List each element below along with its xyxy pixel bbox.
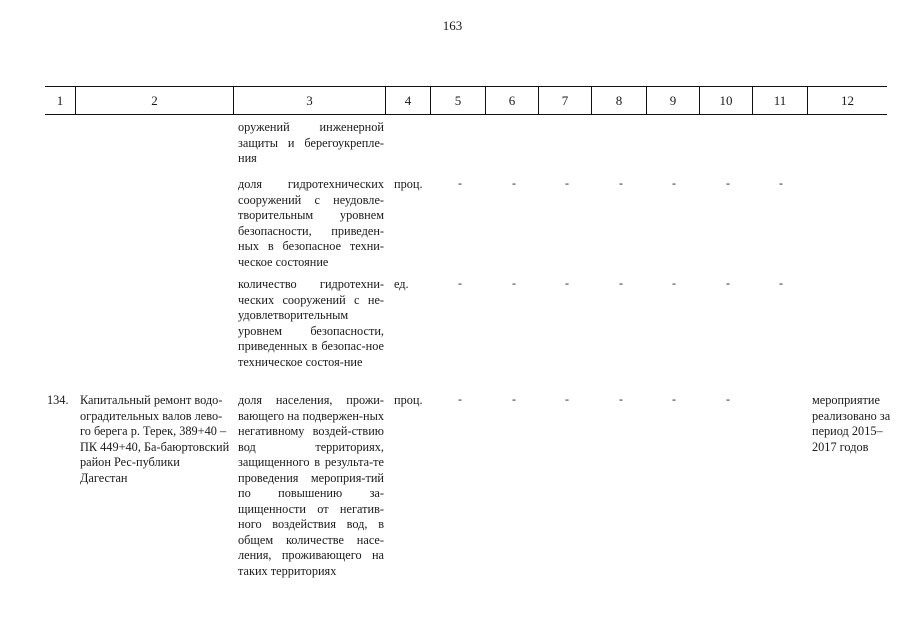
value-dash: -: [619, 176, 623, 190]
header-col-4: 4: [385, 87, 430, 114]
header-col-10: 10: [699, 87, 752, 114]
page-number: 163: [442, 18, 463, 33]
value-dash: -: [672, 176, 676, 190]
unit-text: проц.: [394, 393, 423, 407]
value-dash: -: [512, 176, 516, 190]
indicator-text: количество гидротехни-ческих сооружений с не-удовлетворительным уровнем безопасности, приведенных в безопас-ное техническое состоя-ние: [238, 277, 384, 369]
indicator-text: доля населения, прожи-вающего на подвержен-ных негативному воздей-ствию вод территориях, защищенного в результа-те проведения мероприя-тий по повышению за-щищенности от негатив-ного воздействия вод, в общем количестве насе-ления, проживающего на таких территориях: [238, 393, 384, 578]
header-col-2: 2: [75, 87, 233, 114]
table-header-row: [45, 86, 887, 115]
value-dash: -: [726, 392, 730, 406]
header-col-5: 5: [430, 87, 485, 114]
unit-text: проц.: [394, 177, 423, 191]
value-dash: -: [458, 176, 462, 190]
value-dash: -: [726, 176, 730, 190]
header-col-11: 11: [752, 87, 807, 114]
header-col-8: 8: [591, 87, 646, 114]
header-col-12: 12: [807, 87, 887, 114]
value-dash: -: [565, 392, 569, 406]
value-dash: -: [565, 176, 569, 190]
header-col-3: 3: [233, 87, 385, 114]
value-dash: -: [726, 276, 730, 290]
header-col-1: 1: [56, 93, 64, 108]
header-col-9: 9: [646, 87, 699, 114]
value-dash: -: [672, 392, 676, 406]
indicator-text: оружений инженерной защиты и берегоукрепле-ния: [238, 120, 384, 165]
item-name: Капитальный ремонт водо-оградительных валов лево-го берега р. Терек, 389+40 – ПК 449+40, Ба-баюртовский район Рес-публики Дагестан: [80, 393, 230, 485]
value-dash: -: [619, 392, 623, 406]
value-dash: -: [619, 276, 623, 290]
note-text: мероприятие реализовано за период 2015–2017 годов: [812, 393, 891, 454]
value-dash: -: [512, 392, 516, 406]
header-col-6: 6: [485, 87, 538, 114]
value-dash: -: [458, 276, 462, 290]
item-number: 134.: [47, 393, 69, 407]
header-col-7: 7: [538, 87, 591, 114]
value-dash: -: [458, 392, 462, 406]
value-dash: -: [779, 176, 783, 190]
value-dash: -: [565, 276, 569, 290]
unit-text: ед.: [394, 277, 409, 291]
value-dash: -: [512, 276, 516, 290]
value-dash: -: [672, 276, 676, 290]
value-dash: -: [779, 276, 783, 290]
indicator-text: доля гидротехнических сооружений с неудовле-творительным уровнем безопасности, приведен-ных в безопасное техни-ческое состояние: [238, 177, 384, 269]
